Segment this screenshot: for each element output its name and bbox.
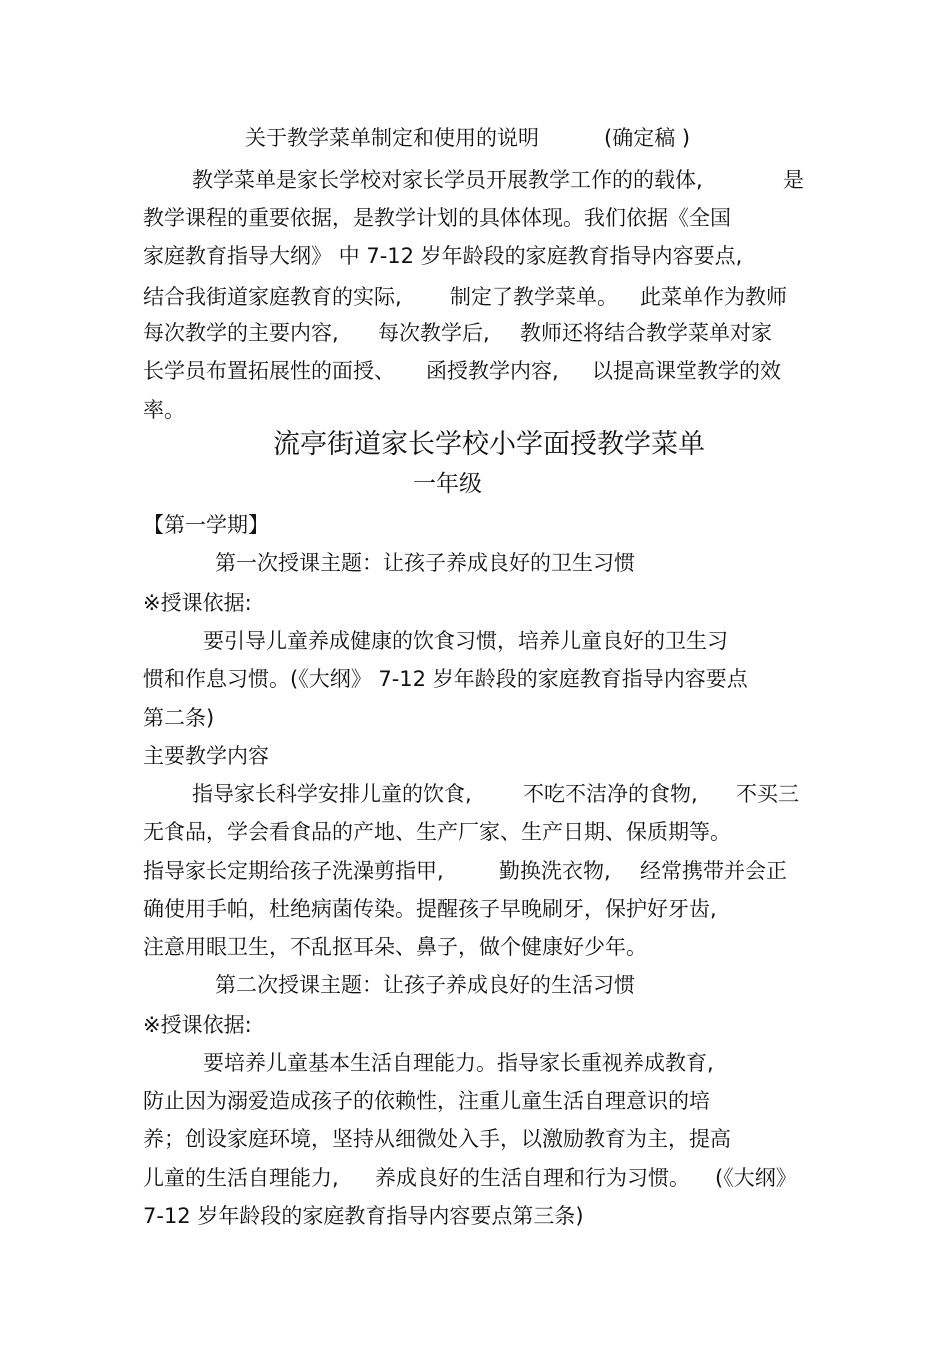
lesson-1-basis-line-2: 惯和作息习惯。(《大纲》 7-12 岁年龄段的家庭教育指导内容要点 [143,667,748,691]
lesson-1-content-line-1c: 不买三 [736,782,799,806]
lesson-1-basis-label: ※授课依据: [143,591,252,615]
draft-status: (确定稿 ) [604,126,691,150]
lesson-2-basis-line-4b: 养成良好的生活自理和行为习惯。 [375,1166,690,1190]
lesson-1-content-line-3a: 指导家长定期给孩子洗澡剪指甲, [143,859,444,883]
semester-heading: 【第一学期】 [143,513,269,537]
lesson-2-basis-line-4c: (《大纲》 [715,1166,797,1190]
intro-line-4b: 制定了教学菜单。 [450,285,618,309]
lesson-1-content-line-3c: 经常携带并会正 [640,859,787,883]
lesson-1-content-line-1b: 不吃不洁净的食物, [523,782,698,806]
lesson-2-basis-label: ※授课依据: [143,1013,252,1037]
intro-line-6c: 以提高课堂教学的效 [592,359,781,383]
intro-line-5b: 每次教学后, [378,321,490,345]
lesson-2-basis-line-5: 7-12 岁年龄段的家庭教育指导内容要点第三条) [143,1204,584,1228]
intro-line-2: 教学课程的重要依据，是教学计划的具体体现。我们依据《全国 [143,206,731,230]
intro-line-6a: 长学员布置拓展性的面授、 [143,359,395,383]
document-title: 关于教学菜单制定和使用的说明 [245,126,539,150]
lesson-1-content-line-1a: 指导家长科学安排儿童的饮食, [192,782,472,806]
lesson-1-content-line-5: 注意用眼卫生，不乱抠耳朵、鼻子，做个健康好少年。 [143,935,647,959]
lesson-2-basis-line-4a: 儿童的生活自理能力, [143,1166,339,1190]
lesson-1-content-line-3b: 勤换洗衣物, [499,859,611,883]
lesson-1-content-label: 主要教学内容 [143,744,269,768]
lesson-2-basis-line-1: 要培养儿童基本生活自理能力。指导家长重视养成教育, [203,1051,714,1075]
grade-heading: 一年级 [413,471,482,497]
intro-line-7: 率。 [143,398,185,422]
intro-line-4c: 此菜单作为教师 [640,285,787,309]
lesson-1-content-line-4: 确使用手帕，杜绝病菌传染。提醒孩子早晚刷牙，保护好牙齿, [143,897,717,921]
intro-line-6b: 函授教学内容, [426,359,559,383]
intro-line-1b: 是 [783,168,804,192]
intro-line-3: 家庭教育指导大纲》 中 7-12 岁年龄段的家庭教育指导内容要点, [143,244,743,268]
intro-line-5a: 每次教学的主要内容, [143,321,339,345]
intro-line-5c: 教师还将结合教学菜单对家 [520,321,772,345]
lesson-1-topic: 第一次授课主题：让孩子养成良好的卫生习惯 [215,551,635,575]
lesson-2-basis-line-3: 养；创设家庭环境，坚持从细微处入手，以激励教育为主，提高 [143,1127,731,1151]
lesson-1-content-line-2: 无食品，学会看食品的产地、生产厂家、生产日期、保质期等。 [143,820,731,844]
lesson-1-basis-line-3: 第二条) [143,706,215,730]
intro-line-1a: 教学菜单是家长学校对家长学员开展教学工作的的载体, [192,168,703,192]
lesson-1-basis-line-1: 要引导儿童养成健康的饮食习惯，培养儿童良好的卫生习 [203,629,728,653]
intro-line-4a: 结合我街道家庭教育的实际, [143,285,402,309]
lesson-2-topic: 第二次授课主题：让孩子养成良好的生活习惯 [215,973,635,997]
lesson-2-basis-line-2: 防止因为溺爱造成孩子的依赖性，注重儿童生活自理意识的培 [143,1089,710,1113]
menu-title: 流亭街道家长学校小学面授教学菜单 [273,429,705,460]
